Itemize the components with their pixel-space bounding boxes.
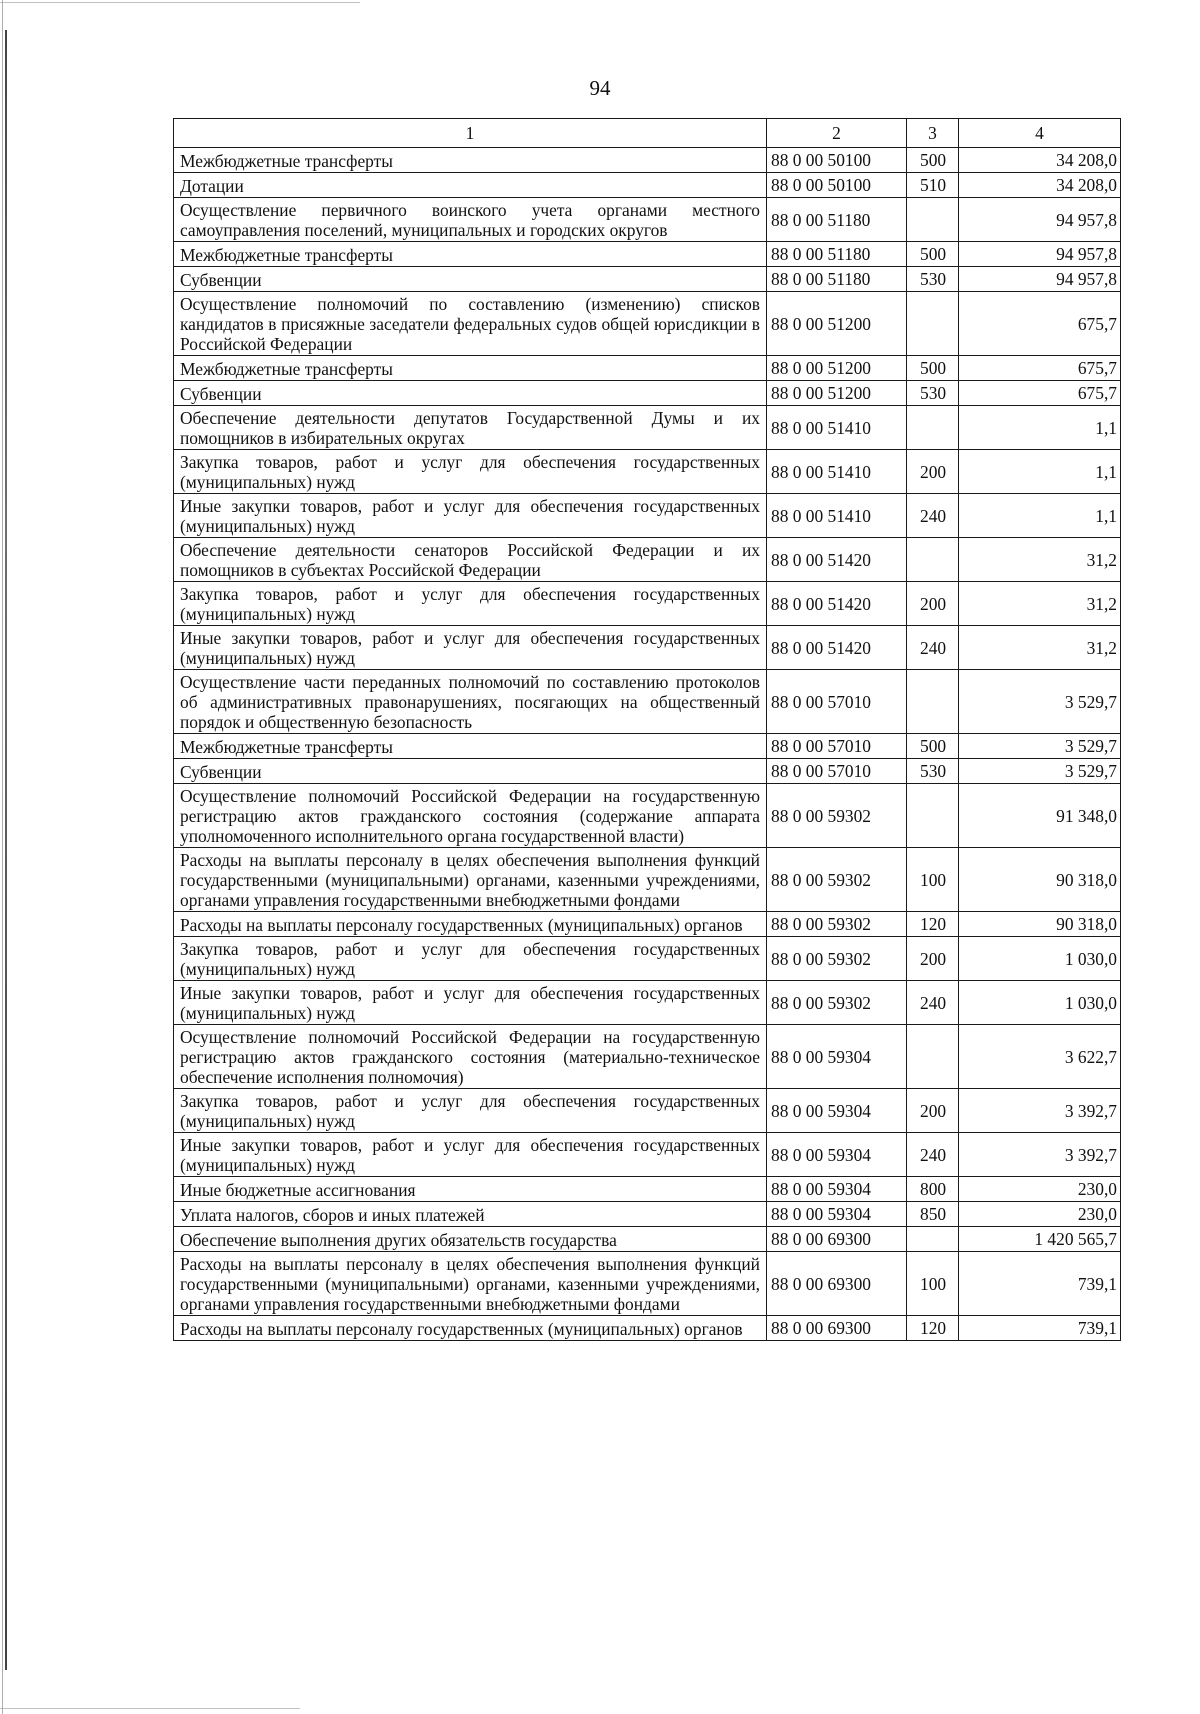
table-row: [174, 198, 1121, 242]
table-row: [174, 1227, 1121, 1252]
row-name-cell: Межбюджетные трансферты: [174, 356, 767, 381]
row-type-cell: 530: [907, 759, 959, 784]
row-sum-cell: 675,7: [959, 381, 1121, 406]
row-type-cell: 500: [907, 734, 959, 759]
row-sum-cell: 94 957,8: [959, 198, 1121, 242]
row-sum-cell: 3 529,7: [959, 759, 1121, 784]
table-row: [174, 1316, 1121, 1341]
row-type-cell: 500: [907, 148, 959, 173]
row-code-cell: 88 0 00 51410: [767, 494, 907, 538]
row-name-cell: Закупка товаров, работ и услуг для обеспечения государственных (муниципальных) нужд: [174, 1089, 767, 1133]
table-row: [174, 1177, 1121, 1202]
row-name-cell: Осуществление полномочий Российской Федерации на государственную регистрацию актов гражданского состояния (содержание аппарата уполномоченного исполнительного органа государственной власти): [174, 784, 767, 848]
row-sum-cell: 34 208,0: [959, 173, 1121, 198]
row-sum-cell: 1 030,0: [959, 981, 1121, 1025]
row-code-cell: 88 0 00 57010: [767, 734, 907, 759]
header-col-4: 4: [959, 119, 1121, 148]
row-type-cell: 800: [907, 1177, 959, 1202]
row-type-cell: 850: [907, 1202, 959, 1227]
row-type-cell: 500: [907, 242, 959, 267]
row-name-cell: Межбюджетные трансферты: [174, 734, 767, 759]
row-sum-cell: 90 318,0: [959, 912, 1121, 937]
row-code-cell: 88 0 00 59302: [767, 981, 907, 1025]
row-code-cell: 88 0 00 59304: [767, 1133, 907, 1177]
row-sum-cell: 1,1: [959, 450, 1121, 494]
row-code-cell: 88 0 00 57010: [767, 670, 907, 734]
row-code-cell: 88 0 00 51420: [767, 582, 907, 626]
row-name-cell: Закупка товаров, работ и услуг для обеспечения государственных (муниципальных) нужд: [174, 582, 767, 626]
row-code-cell: 88 0 00 59302: [767, 848, 907, 912]
table-row: [174, 626, 1121, 670]
table-row: [174, 538, 1121, 582]
row-code-cell: 88 0 00 69300: [767, 1316, 907, 1341]
header-col-1: 1: [174, 119, 767, 148]
row-type-cell: 100: [907, 1252, 959, 1316]
row-type-cell: [907, 538, 959, 582]
row-sum-cell: 3 392,7: [959, 1089, 1121, 1133]
row-code-cell: 88 0 00 51420: [767, 626, 907, 670]
row-code-cell: 88 0 00 59304: [767, 1025, 907, 1089]
table-row: [174, 670, 1121, 734]
row-type-cell: 200: [907, 582, 959, 626]
row-name-cell: Расходы на выплаты персоналу государственных (муниципальных) органов: [174, 1316, 767, 1341]
row-name-cell: Расходы на выплаты персоналу в целях обеспечения выполнения функций государственными (муниципальными) органами, казенными учреждениями, органами управления государственными внебюджетными фондами: [174, 848, 767, 912]
row-name-cell: Субвенции: [174, 759, 767, 784]
row-code-cell: 88 0 00 51200: [767, 292, 907, 356]
row-type-cell: 240: [907, 626, 959, 670]
row-sum-cell: 230,0: [959, 1177, 1121, 1202]
table-row: [174, 1089, 1121, 1133]
table-row: [174, 267, 1121, 292]
row-code-cell: 88 0 00 69300: [767, 1227, 907, 1252]
row-code-cell: 88 0 00 69300: [767, 1252, 907, 1316]
row-sum-cell: 230,0: [959, 1202, 1121, 1227]
table-row: [174, 450, 1121, 494]
row-type-cell: [907, 198, 959, 242]
table-row: [174, 494, 1121, 538]
table-row: [174, 148, 1121, 173]
table-row: [174, 1252, 1121, 1316]
row-code-cell: 88 0 00 59302: [767, 912, 907, 937]
row-sum-cell: 1 030,0: [959, 937, 1121, 981]
row-sum-cell: 739,1: [959, 1252, 1121, 1316]
row-type-cell: [907, 1227, 959, 1252]
row-type-cell: 120: [907, 912, 959, 937]
table-row: [174, 912, 1121, 937]
budget-table: [173, 118, 1121, 1341]
row-sum-cell: 94 957,8: [959, 242, 1121, 267]
table-header-row: [174, 119, 1121, 148]
row-sum-cell: 1,1: [959, 494, 1121, 538]
table-row: [174, 242, 1121, 267]
table-row: [174, 937, 1121, 981]
row-type-cell: 200: [907, 1089, 959, 1133]
budget-table-body: [174, 119, 1121, 1341]
row-type-cell: 530: [907, 381, 959, 406]
row-code-cell: 88 0 00 57010: [767, 759, 907, 784]
row-name-cell: Уплата налогов, сборов и иных платежей: [174, 1202, 767, 1227]
row-name-cell: Обеспечение выполнения других обязательств государства: [174, 1227, 767, 1252]
row-name-cell: Иные закупки товаров, работ и услуг для обеспечения государственных (муниципальных) нужд: [174, 494, 767, 538]
row-sum-cell: 1,1: [959, 406, 1121, 450]
row-name-cell: Иные закупки товаров, работ и услуг для обеспечения государственных (муниципальных) нужд: [174, 981, 767, 1025]
row-sum-cell: 675,7: [959, 356, 1121, 381]
row-code-cell: 88 0 00 59304: [767, 1202, 907, 1227]
row-sum-cell: 31,2: [959, 626, 1121, 670]
table-row: [174, 356, 1121, 381]
row-sum-cell: 90 318,0: [959, 848, 1121, 912]
row-type-cell: 200: [907, 937, 959, 981]
row-type-cell: 200: [907, 450, 959, 494]
row-code-cell: 88 0 00 59304: [767, 1089, 907, 1133]
row-code-cell: 88 0 00 51410: [767, 406, 907, 450]
header-col-3: 3: [907, 119, 959, 148]
row-code-cell: 88 0 00 51180: [767, 198, 907, 242]
scan-top-line: [0, 2, 360, 3]
header-col-2: 2: [767, 119, 907, 148]
row-sum-cell: 3 392,7: [959, 1133, 1121, 1177]
scan-binding-shadow: [5, 30, 7, 1670]
row-sum-cell: 31,2: [959, 582, 1121, 626]
row-type-cell: 240: [907, 494, 959, 538]
scan-bottom-line: [0, 1708, 300, 1709]
row-name-cell: Иные закупки товаров, работ и услуг для обеспечения государственных (муниципальных) нужд: [174, 1133, 767, 1177]
table-row: [174, 759, 1121, 784]
row-sum-cell: 3 622,7: [959, 1025, 1121, 1089]
row-type-cell: [907, 1025, 959, 1089]
row-name-cell: Иные бюджетные ассигнования: [174, 1177, 767, 1202]
row-code-cell: 88 0 00 50100: [767, 173, 907, 198]
table-row: [174, 406, 1121, 450]
table-row: [174, 784, 1121, 848]
row-code-cell: 88 0 00 51420: [767, 538, 907, 582]
row-type-cell: [907, 406, 959, 450]
row-code-cell: 88 0 00 51180: [767, 242, 907, 267]
row-sum-cell: 3 529,7: [959, 670, 1121, 734]
row-sum-cell: 675,7: [959, 292, 1121, 356]
row-code-cell: 88 0 00 51200: [767, 381, 907, 406]
row-sum-cell: 1 420 565,7: [959, 1227, 1121, 1252]
table-row: [174, 1202, 1121, 1227]
table-row: [174, 292, 1121, 356]
table-row: [174, 981, 1121, 1025]
row-code-cell: 88 0 00 50100: [767, 148, 907, 173]
table-row: [174, 1133, 1121, 1177]
row-name-cell: Расходы на выплаты персоналу государственных (муниципальных) органов: [174, 912, 767, 937]
table-row: [174, 582, 1121, 626]
row-code-cell: 88 0 00 59304: [767, 1177, 907, 1202]
row-code-cell: 88 0 00 59302: [767, 784, 907, 848]
row-name-cell: Закупка товаров, работ и услуг для обеспечения государственных (муниципальных) нужд: [174, 937, 767, 981]
table-row: [174, 173, 1121, 198]
row-type-cell: 100: [907, 848, 959, 912]
row-type-cell: 510: [907, 173, 959, 198]
row-type-cell: 530: [907, 267, 959, 292]
row-name-cell: Расходы на выплаты персоналу в целях обеспечения выполнения функций государственными (муниципальными) органами, казенными учреждениями, органами управления государственными внебюджетными фондами: [174, 1252, 767, 1316]
row-name-cell: Осуществление первичного воинского учета органами местного самоуправления поселений, муниципальных и городских округов: [174, 198, 767, 242]
row-type-cell: 240: [907, 1133, 959, 1177]
row-name-cell: Осуществление полномочий по составлению (изменению) списков кандидатов в присяжные заседатели федеральных судов общей юрисдикции в Российской Федерации: [174, 292, 767, 356]
row-type-cell: 120: [907, 1316, 959, 1341]
row-sum-cell: 31,2: [959, 538, 1121, 582]
table-row: [174, 734, 1121, 759]
row-type-cell: 500: [907, 356, 959, 381]
row-type-cell: [907, 670, 959, 734]
row-sum-cell: 3 529,7: [959, 734, 1121, 759]
row-name-cell: Дотации: [174, 173, 767, 198]
row-name-cell: Иные закупки товаров, работ и услуг для обеспечения государственных (муниципальных) нужд: [174, 626, 767, 670]
row-name-cell: Обеспечение деятельности сенаторов Российской Федерации и их помощников в субъектах Российской Федерации: [174, 538, 767, 582]
table-row: [174, 1025, 1121, 1089]
row-code-cell: 88 0 00 51410: [767, 450, 907, 494]
row-sum-cell: 94 957,8: [959, 267, 1121, 292]
scan-edge-line: [2, 0, 3, 1714]
row-name-cell: Межбюджетные трансферты: [174, 148, 767, 173]
row-code-cell: 88 0 00 51200: [767, 356, 907, 381]
row-name-cell: Осуществление части переданных полномочий по составлению протоколов об административных правонарушениях, посягающих на общественный порядок и общественную безопасность: [174, 670, 767, 734]
row-name-cell: Закупка товаров, работ и услуг для обеспечения государственных (муниципальных) нужд: [174, 450, 767, 494]
page-number: 94: [589, 76, 611, 100]
row-name-cell: Субвенции: [174, 267, 767, 292]
row-sum-cell: 739,1: [959, 1316, 1121, 1341]
row-type-cell: [907, 292, 959, 356]
row-sum-cell: 34 208,0: [959, 148, 1121, 173]
row-type-cell: [907, 784, 959, 848]
row-code-cell: 88 0 00 59302: [767, 937, 907, 981]
row-name-cell: Обеспечение деятельности депутатов Государственной Думы и их помощников в избирательных округах: [174, 406, 767, 450]
row-code-cell: 88 0 00 51180: [767, 267, 907, 292]
row-name-cell: Межбюджетные трансферты: [174, 242, 767, 267]
row-name-cell: Осуществление полномочий Российской Федерации на государственную регистрацию актов гражданского состояния (материально-техническое обеспечение исполнения полномочия): [174, 1025, 767, 1089]
row-sum-cell: 91 348,0: [959, 784, 1121, 848]
row-name-cell: Субвенции: [174, 381, 767, 406]
row-type-cell: 240: [907, 981, 959, 1025]
table-row: [174, 381, 1121, 406]
table-row: [174, 848, 1121, 912]
